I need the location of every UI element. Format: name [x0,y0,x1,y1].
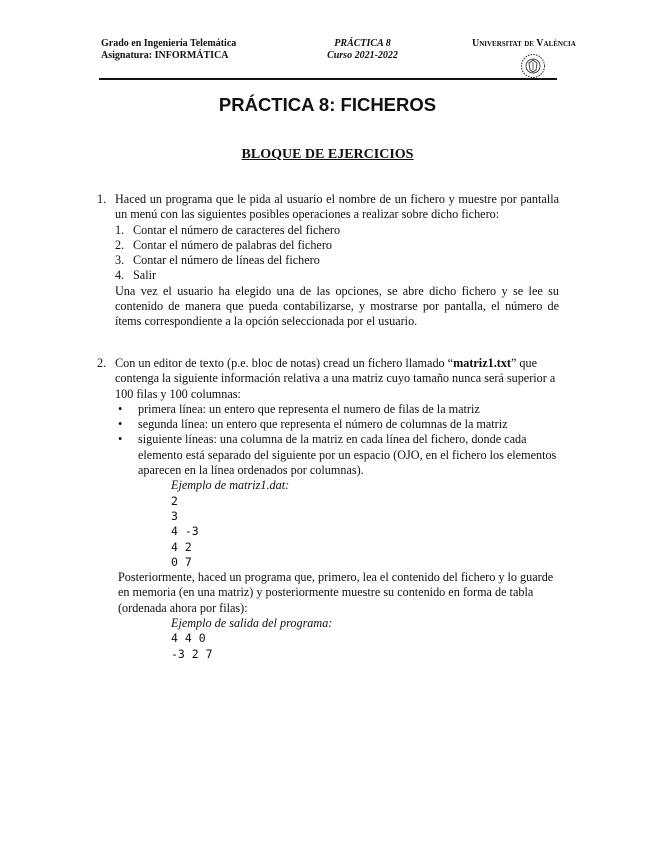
header-year: Curso 2021-2022 [327,50,398,61]
example-output: 4 4 0 -3 2 7 [171,631,213,661]
header-degree: Grado en Ingeniería Telemática [101,38,237,49]
list-item: 3. Contar el número de líneas del fichero [115,253,320,268]
file-name: matriz1.txt [453,356,511,370]
exercise-2-post: Posteriormente, haced un programa que, primero, lea el contenido del fichero y lo guarde en memoria (en una matriz) y posteriormente muestre su contenido en forma de tabla (ordenada ahora por filas): [118,570,554,615]
header-rule [99,78,557,80]
university-seal-icon [520,53,546,79]
exercise-1 [97,192,559,330]
list-item: 4. Salir [115,268,157,283]
header-practice-number: PRÁCTICA 8 [334,38,391,49]
list-item: • primera línea: un entero que representa el numero de filas de la matriz [118,401,480,416]
header-practice [300,38,425,62]
output-title: Ejemplo de salida del programa: [171,616,333,631]
exercise-1-closing: Una vez el usuario ha elegido una de las opciones, se abre dicho fichero y se lee su contenido de manera que pueda contabilizarse, y mostrarse por pantalla, el número de ítems correspondiente a la opción seleccionada por el usuario. [115,283,559,329]
exercise-2-intro: Con un editor de texto (p.e. bloc de notas) cread un fichero llamado “matriz1.txt” que contenga la siguiente información relativa a una matriz cuyo tamaño nunca será superior a 100 filas y 100 columnas: [115,356,556,401]
list-item: 2. Contar el número de palabras del fichero [115,237,332,252]
section-subtitle: BLOQUE DE EJERCICIOS [241,147,414,162]
exercise-2-bullets [115,402,559,478]
exercise-2 [97,356,559,662]
list-item: • siguiente líneas: una columna de la matriz en cada línea del fichero, donde cada elemento está separado del siguiente por un espacio (OJO, en el fichero los elementos aparecen en la línea ordenados por columnas). [118,432,557,478]
list-item: • segunda línea: un entero que representa el número de columnas de la matriz [118,417,508,432]
example-title: Ejemplo de matriz1.dat: [171,478,290,493]
header-university: Universitat de València [472,38,576,49]
list-item: 1. Contar el número de caracteres del fichero [115,222,341,237]
page-title: PRÁCTICA 8: FICHEROS [218,94,437,115]
exercise-2-number: 2. [97,356,107,370]
example-file-content: 2 3 4 -3 4 2 0 7 [171,493,199,569]
exercise-1-intro: Haced un programa que le pida al usuario el nombre de un fichero y muestre por pantalla un menú con las siguientes posibles operaciones a realizar sobre dicho fichero: [115,192,559,222]
header-course [101,38,236,62]
exercise-1-options [115,223,559,284]
header-subject: Asignatura: INFORMÁTICA [101,50,229,61]
exercise-1-number: 1. [97,192,107,206]
